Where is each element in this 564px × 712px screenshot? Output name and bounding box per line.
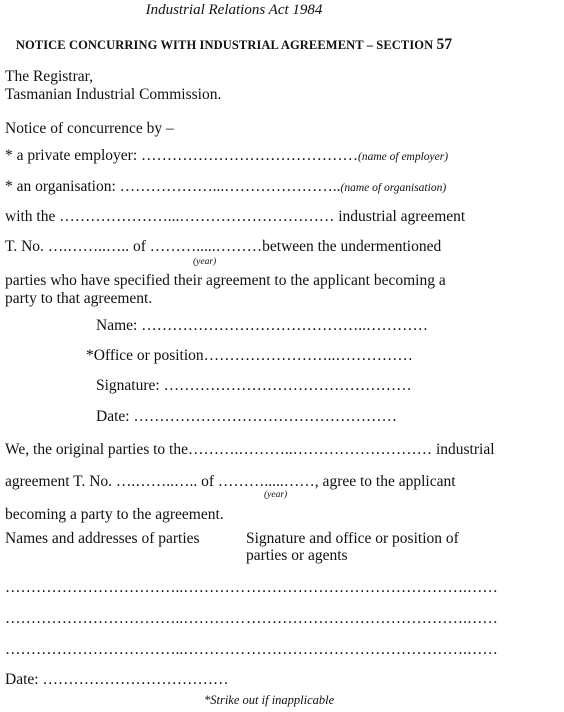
organisation-hint: (name of organisation): [340, 182, 447, 194]
party-signature-field: …………………………………….……: [246, 579, 498, 596]
employer-line: [5, 148, 473, 164]
party-name-field: ……………………………..…………: [5, 610, 246, 627]
party-name-field: ……………………………..…………: [5, 579, 246, 596]
year-hint-1: (year): [193, 257, 217, 267]
strike-out-note: *Strike out if inapplicable: [204, 693, 335, 707]
parties-line-1: parties who have specified their agreement to the applicant becoming a: [5, 272, 446, 289]
addressee-line-1: The Registrar,: [5, 68, 94, 85]
organisation-line: [5, 179, 473, 195]
original-parties-line-2: agreement T. No. ….……..….. of ……….....……, agree to the applicant: [5, 473, 456, 490]
footer-date-line: Date: ………………………………: [5, 671, 229, 688]
employer-label: * a private employer: ……………………………………: [5, 147, 359, 164]
parties-table-col2-header-2: parties or agents: [246, 547, 348, 564]
notice-title: [0, 37, 468, 53]
tno-line: T. No. ….……..….. of ……….....………between the undermentioned: [5, 238, 442, 255]
parties-line-2: party to that agreement.: [5, 290, 153, 307]
parties-table-col1-header: Names and addresses of parties: [5, 530, 200, 547]
employer-hint: (name of employer): [358, 151, 449, 163]
party-name-field: ……………………………..…………: [5, 641, 246, 658]
organisation-label: * an organisation: ………………...…………………..: [5, 178, 341, 195]
party-signature-field: …………………………………….……: [246, 610, 498, 627]
addressee-line-2: Tasmanian Industrial Commission.: [5, 86, 222, 103]
year-hint-2: (year): [264, 490, 288, 500]
section-number: 57: [436, 36, 453, 53]
agreement-with-line: with the …………………...………………………… industrial agreement: [5, 208, 466, 225]
original-parties-line-3: becoming a party to the agreement.: [5, 506, 224, 523]
party-signature-field: …………………………………….……: [246, 641, 498, 658]
parties-table-col2-header-1: Signature and office or position of: [246, 530, 459, 547]
signatory-office-line: *Office or position……………………..……………: [86, 347, 413, 364]
original-parties-line-1: We, the original parties to the……….………..……………………… industrial: [5, 441, 495, 458]
signatory-name-line: Name: ……………………………………..…………: [96, 317, 428, 334]
concurrence-intro: Notice of concurrence by –: [5, 120, 174, 137]
notice-title-main: NOTICE CONCURRING WITH INDUSTRIAL AGREEMENT – SECTION: [15, 38, 437, 52]
signatory-signature-line: Signature: …………………………………………: [96, 377, 412, 394]
signatory-date-line: Date: ……………………………………………: [96, 408, 397, 425]
act-title: Industrial Relations Act 1984: [145, 2, 323, 18]
